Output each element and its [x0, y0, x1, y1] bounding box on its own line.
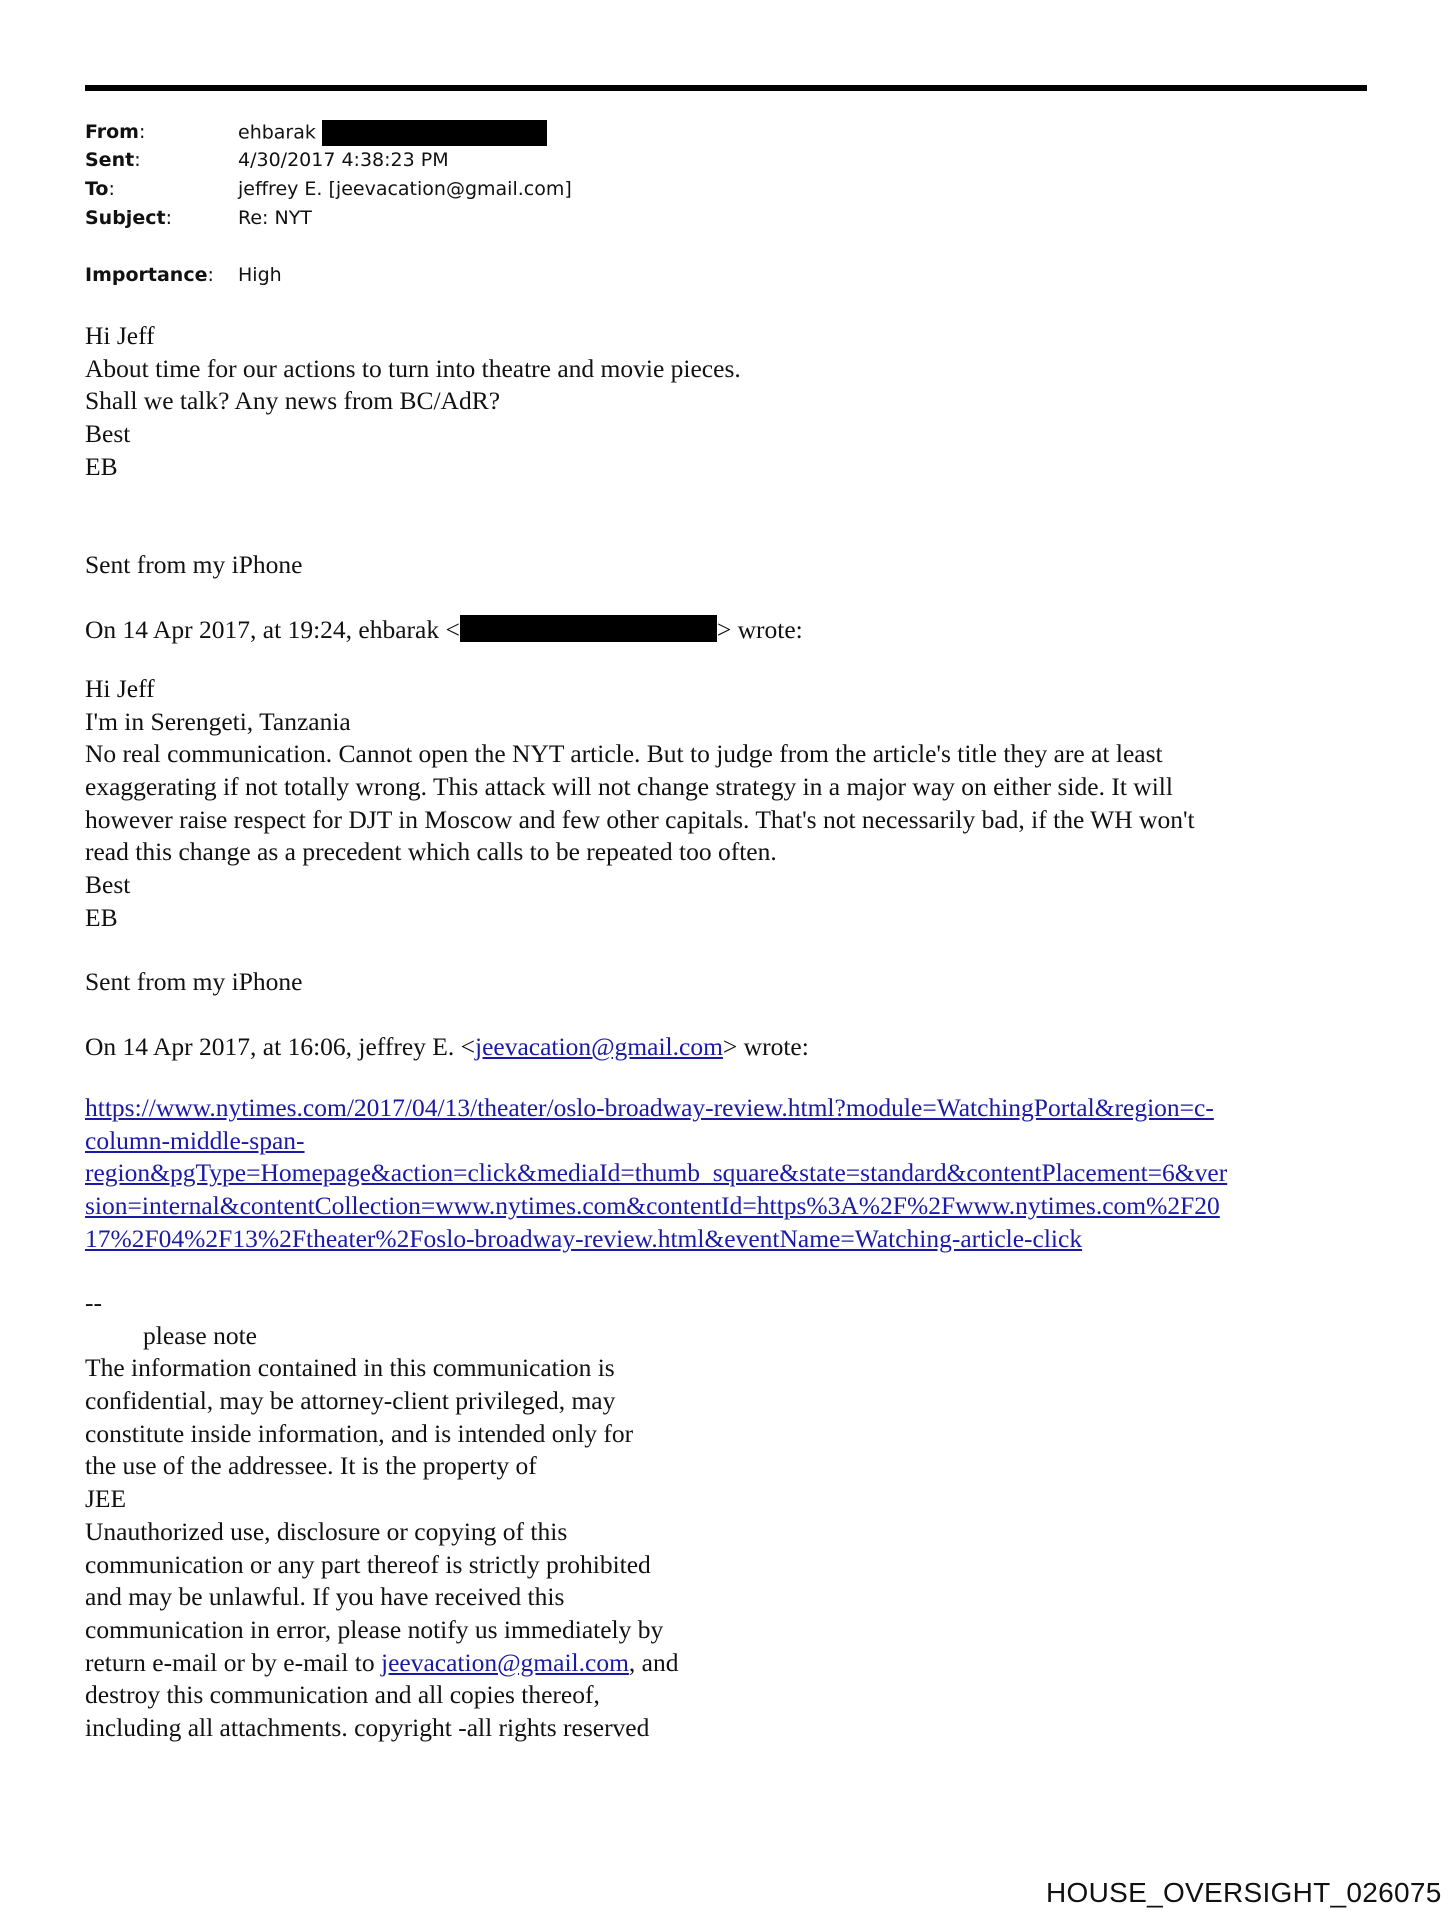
quoted-line: No real communication. Cannot open the NYT article. But to judge from the article's title they are at least	[85, 739, 1163, 769]
from-label: From:	[85, 121, 146, 143]
subject-value: Re: NYT	[238, 207, 312, 229]
quoted-line: EB	[85, 902, 118, 932]
url-link-line[interactable]: column-middle-span-	[85, 1125, 305, 1155]
quote-intro-1: On 14 Apr 2017, at 19:24, ehbarak < > wrote:	[85, 615, 803, 644]
to-value: jeffrey E. [jeevacation@gmail.com]	[238, 178, 572, 200]
disclaimer-email-link[interactable]: jeevacation@gmail.com	[380, 1647, 629, 1677]
from-value: ehbarak	[238, 120, 547, 146]
disclaimer-line: and may be unlawful. If you have received this	[85, 1582, 565, 1612]
bates-number: HOUSE_OVERSIGHT_026075	[1046, 1877, 1442, 1908]
quoted-line: exaggerating if not totally wrong. This attack will not change strategy in a major way on either side. It will	[85, 772, 1173, 802]
disclaimer-line: confidential, may be attorney-client privileged, may	[85, 1386, 616, 1416]
message-line: About time for our actions to turn into theatre and movie pieces.	[85, 353, 741, 383]
message-line: Hi Jeff	[85, 321, 155, 350]
sent-value: 4/30/2017 4:38:23 PM	[238, 149, 449, 171]
disclaimer-line: constitute inside information, and is intended only for	[85, 1418, 634, 1448]
message-line: Shall we talk? Any news from BC/AdR?	[85, 386, 501, 416]
quoted-line: Hi Jeff	[85, 674, 155, 703]
disclaimer-line: The information contained in this communication is	[85, 1353, 615, 1383]
url-link-line[interactable]: https://www.nytimes.com/2017/04/13/theater/oslo-broadway-review.html?module=WatchingPortal&region=c-	[85, 1093, 1214, 1122]
url-link-line[interactable]: sion=internal&contentCollection=www.nytimes.com&contentId=https%3A%2F%2Fwww.nytimes.com%2F20	[85, 1191, 1220, 1221]
email-link[interactable]: jeevacation@gmail.com	[474, 1032, 723, 1061]
redaction-box	[460, 615, 717, 642]
quoted-line: read this change as a precedent which calls to be repeated too often.	[85, 837, 777, 867]
quoted-line: however raise respect for DJT in Moscow and few other capitals. That's not necessarily bad, if the WH won't	[85, 804, 1195, 834]
header-rule	[85, 85, 1367, 91]
disclaimer-line: JEE	[85, 1484, 127, 1514]
message-signature: Sent from my iPhone	[85, 550, 303, 579]
message-body	[85, 320, 741, 483]
signature-separator: --	[85, 1288, 102, 1317]
quote-intro-2: On 14 Apr 2017, at 16:06, jeffrey E. <jeevacation@gmail.com> wrote:	[85, 1032, 809, 1061]
disclaimer-line: destroy this communication and all copies thereof,	[85, 1680, 600, 1710]
disclaimer	[85, 1287, 679, 1745]
quoted-message-body	[85, 673, 1195, 935]
importance-value: High	[238, 264, 282, 286]
redaction-box	[322, 120, 547, 146]
message-line: EB	[85, 451, 118, 481]
disclaimer-email-line: return e-mail or by e-mail to jeevacation@gmail.com, and	[85, 1647, 679, 1677]
url-link-line[interactable]: region&pgType=Homepage&action=click&mediaId=thumb_square&state=standard&contentPlacement=6&ver	[85, 1158, 1228, 1188]
to-label: To:	[85, 178, 115, 200]
url-link-line[interactable]: 17%2F04%2F13%2Ftheater%2Foslo-broadway-review.html&eventName=Watching-article-click	[85, 1223, 1083, 1253]
disclaimer-line: communication in error, please notify us immediately by	[85, 1614, 664, 1644]
importance-label: Importance:	[85, 264, 214, 286]
quoted-line: I'm in Serengeti, Tanzania	[85, 706, 351, 736]
disclaimer-line: Unauthorized use, disclosure or copying of this	[85, 1516, 568, 1546]
disclaimer-line: including all attachments. copyright -all rights reserved	[85, 1712, 650, 1742]
quoted-line: Best	[85, 870, 131, 900]
quoted-signature: Sent from my iPhone	[85, 967, 303, 996]
disclaimer-heading: please note	[143, 1320, 257, 1350]
disclaimer-line: the use of the addressee. It is the property of	[85, 1451, 537, 1481]
message-line: Best	[85, 419, 131, 449]
disclaimer-line: communication or any part thereof is strictly prohibited	[85, 1549, 651, 1579]
nytimes-url	[85, 1092, 1227, 1255]
sent-label: Sent:	[85, 149, 141, 171]
subject-label: Subject:	[85, 207, 172, 229]
